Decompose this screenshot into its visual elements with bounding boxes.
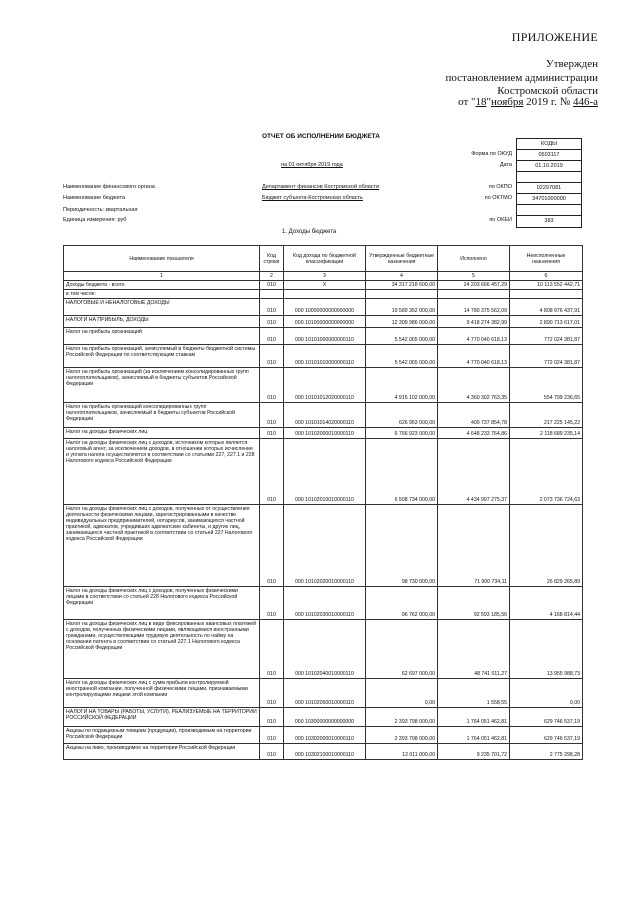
row-name: Налог на прибыль организаций (за исключением консолидированных групп налогоплательщиков), зачисляемый в бюджеты субъектов Российской Федерации	[64, 368, 260, 403]
row-executed: 9 418 274 382,99	[438, 316, 510, 328]
col-header-approved: Утвержденные бюджетные назначения	[366, 246, 438, 272]
row-name: Налог на прибыль организаций консолидированных групп налогоплательщиков, зачисляемый в бюджеты субъектов Российской Федерации	[64, 403, 260, 428]
row-line-code: 010	[260, 505, 284, 587]
row-income-code: 000 10102020010000110	[284, 505, 366, 587]
col-header-name: Наименование показателя	[64, 246, 260, 272]
row-approved: 12 011 000,00	[366, 744, 438, 760]
okud-label: Форма по ОКУД	[471, 151, 512, 157]
row-income-code: 000 10101010000000110	[284, 345, 366, 368]
row-name: НАЛОГИ НА ТОВАРЫ (РАБОТЫ, УСЛУГИ), РЕАЛИЗУЕМЫЕ НА ТЕРРИТОРИИ РОССИЙСКОЙ ФЕДЕРАЦИИ	[64, 708, 260, 727]
table-row	[64, 587, 583, 620]
row-unexecuted: 4 808 976 437,91	[510, 299, 583, 316]
col-number: 1	[64, 272, 260, 281]
blank-cell	[517, 172, 581, 183]
row-unexecuted: 2 118 689 235,14	[510, 428, 583, 439]
row-executed: 4 648 233 764,86	[438, 428, 510, 439]
section-title: 1. Доходы бюджета	[282, 229, 337, 235]
row-line-code: 010	[260, 403, 284, 428]
col-number: 2	[260, 272, 284, 281]
row-name: Налог на доходы физических лиц с доходов, полученных физическими лицами в соответствии со статьей 228 Налогового кодекса Российской Федерации	[64, 587, 260, 620]
row-income-code: 000 10101012020000110	[284, 368, 366, 403]
row-income-code: 000 10102030010000110	[284, 587, 366, 620]
table-row	[64, 428, 583, 439]
codes-box	[516, 138, 582, 228]
row-income-code: X	[284, 281, 366, 290]
row-unexecuted: 217 225 145,22	[510, 403, 583, 428]
header-row	[64, 246, 583, 272]
table-row	[64, 505, 583, 587]
approved-line-1: Утвержден	[545, 58, 598, 70]
row-line-code: 010	[260, 587, 284, 620]
row-approved: 0,00	[366, 679, 438, 708]
row-line-code: 010	[260, 328, 284, 345]
period-label: Периодичность: квартальная	[63, 207, 138, 213]
row-name: Налог на доходы физических лиц с доходов, источником которых является налоговый агент, за исключением доходов, в отношении которых исчисление и уплата налога осуществляются в соответствии со статьями 227, 227.1 и 228 Налогового кодекса Российской Федерации	[64, 439, 260, 505]
row-line-code: 010	[260, 744, 284, 760]
col-header-line-code: Код строки	[260, 246, 284, 272]
col-header-income-code: Код дохода по бюджетной классификации	[284, 246, 366, 272]
table-row	[64, 290, 583, 299]
table-row	[64, 744, 583, 760]
row-unexecuted	[510, 290, 583, 299]
row-executed: 71 900 734,11	[438, 505, 510, 587]
approved-from: от "	[458, 96, 476, 108]
row-executed: 1 764 051 462,81	[438, 708, 510, 727]
row-income-code: 000 10102010010000110	[284, 439, 366, 505]
appendix-label: ПРИЛОЖЕНИЕ	[511, 30, 598, 44]
date-value: 01.10.2019	[517, 161, 581, 172]
table-row	[64, 345, 583, 368]
row-unexecuted: 2 073 736 724,63	[510, 439, 583, 505]
col-header-unexecuted: Неисполненные назначения	[510, 246, 583, 272]
row-line-code: 010	[260, 708, 284, 727]
col-number: 6	[510, 272, 583, 281]
row-executed: 14 780 375 562,09	[438, 299, 510, 316]
row-name: Налог на доходы физических лиц в виде фиксированных авансовых платежей с доходов, полученных физическими лицами, являющимися иностранными гражданами, осуществляющими трудовую деятельность по найму на основании патента в соответствии со статьей 227.1 Налогового кодекса Российской Федерации	[64, 620, 260, 679]
row-unexecuted: 554 799 236,65	[510, 368, 583, 403]
fin-org-value: Департамент финансов Костромской области	[262, 184, 380, 190]
oktmo-label: по ОКТМО	[484, 195, 512, 201]
row-approved: 6 766 923 000,00	[366, 428, 438, 439]
approved-line-3: Костромской области	[497, 85, 598, 97]
row-executed: 92 593 185,56	[438, 587, 510, 620]
fin-org-label: Наименование финансового органа	[63, 184, 155, 190]
approved-month: ноября	[491, 96, 524, 108]
row-executed: 24 203 666 457,29	[438, 281, 510, 290]
table-row	[64, 679, 583, 708]
row-unexecuted: 772 024 381,87	[510, 328, 583, 345]
date-label: Дата	[499, 162, 512, 168]
row-approved	[366, 290, 438, 299]
row-executed	[438, 290, 510, 299]
row-line-code: 010	[260, 368, 284, 403]
unit-label: Единица измерения: руб	[63, 217, 127, 223]
okpo-label: по ОКПО	[488, 184, 512, 190]
row-line-code: 010	[260, 345, 284, 368]
row-line-code: 010	[260, 281, 284, 290]
table-row	[64, 403, 583, 428]
row-income-code: 000 10302100010000110	[284, 744, 366, 760]
row-approved: 6 508 734 000,00	[366, 439, 438, 505]
row-unexecuted: 2 890 713 617,01	[510, 316, 583, 328]
report-date: на 01 октября 2019 года	[281, 162, 343, 168]
table-row	[64, 439, 583, 505]
report-title: ОТЧЕТ ОБ ИСПОЛНЕНИИ БЮДЖЕТА	[262, 133, 380, 140]
row-approved: 98 730 000,00	[366, 505, 438, 587]
approved-day: 18	[475, 96, 487, 108]
row-unexecuted: 26 829 265,89	[510, 505, 583, 587]
oktmo-value: 34701000000	[517, 194, 581, 205]
codes-header: КОДЫ	[517, 139, 581, 150]
row-name: Налог на доходы физических лиц	[64, 428, 260, 439]
table-row	[64, 620, 583, 679]
approved-date-line	[458, 96, 598, 108]
row-approved: 12 309 986 000,00	[366, 316, 438, 328]
row-name: Налог на доходы физических лиц с доходов, полученных от осуществления деятельности физическими лицами, зарегистрированными в качестве индивидуальных предпринимателей, нотариусов, занимающихся частной практикой, адвокатов, учредивших адвокатские кабинеты, и других лиц, занимающихся частной практикой в соответствии со статьей 227 Налогового кодекса Российской Федерации	[64, 505, 260, 587]
blank-cell	[517, 205, 581, 216]
col-number: 5	[438, 272, 510, 281]
table-row	[64, 281, 583, 290]
table-row	[64, 727, 583, 744]
row-unexecuted: 4 168 814,44	[510, 587, 583, 620]
row-approved: 5 542 065 000,00	[366, 328, 438, 345]
income-table	[63, 245, 583, 760]
row-approved: 2 393 798 000,00	[366, 708, 438, 727]
budget-label: Наименование бюджета	[63, 195, 126, 201]
row-approved: 2 393 798 000,00	[366, 727, 438, 744]
row-name: Налог на прибыль организаций, зачисляемый в бюджеты бюджетной системы Российской Федерации по соответствующим ставкам	[64, 345, 260, 368]
okpo-value: 02297081	[517, 183, 581, 194]
row-income-code: 000 10000000000000000	[284, 299, 366, 316]
row-name: в том числе:	[64, 290, 260, 299]
row-name: НАЛОГОВЫЕ И НЕНАЛОГОВЫЕ ДОХОДЫ	[64, 299, 260, 316]
approved-line-2: постановлением администрации	[445, 72, 598, 84]
row-approved: 62 697 000,00	[366, 620, 438, 679]
row-line-code: 010	[260, 299, 284, 316]
table-row	[64, 299, 583, 316]
table-row	[64, 316, 583, 328]
col-number: 3	[284, 272, 366, 281]
budget-value: Бюджет субъекта-Костромская область	[262, 195, 363, 201]
row-unexecuted: 10 113 552 442,71	[510, 281, 583, 290]
col-number-row	[64, 272, 583, 281]
row-line-code: 010	[260, 620, 284, 679]
row-name: НАЛОГИ НА ПРИБЫЛЬ, ДОХОДЫ	[64, 316, 260, 328]
row-line-code: 010	[260, 727, 284, 744]
row-name: Акцизы по подакцизным товарам (продукции), производимым на территории Российской Федерации	[64, 727, 260, 744]
row-unexecuted: 629 746 537,19	[510, 708, 583, 727]
row-executed: 409 737 854,78	[438, 403, 510, 428]
row-executed: 1 764 051 462,81	[438, 727, 510, 744]
approved-quote: "	[486, 96, 492, 108]
approved-number: 446-а	[572, 96, 598, 108]
okei-label: по ОКЕИ	[489, 217, 512, 223]
col-number: 4	[366, 272, 438, 281]
row-executed: 1 558,55	[438, 679, 510, 708]
row-name: Акцизы на пиво, производимое на территории Российской Федерации	[64, 744, 260, 760]
row-line-code: 010	[260, 428, 284, 439]
row-executed: 9 235 701,72	[438, 744, 510, 760]
table-row	[64, 328, 583, 345]
row-income-code: 000 10100000000000000	[284, 316, 366, 328]
row-executed: 4 360 302 763,35	[438, 368, 510, 403]
row-income-code: 000 10300000000000000	[284, 708, 366, 727]
row-line-code: 010	[260, 316, 284, 328]
row-name: Доходы бюджета - всего	[64, 281, 260, 290]
table-body	[64, 281, 583, 760]
row-line-code	[260, 290, 284, 299]
row-unexecuted: 13 955 988,73	[510, 620, 583, 679]
row-executed: 4 770 040 618,13	[438, 345, 510, 368]
okei-value: 383	[544, 218, 554, 224]
row-executed: 4 770 040 618,13	[438, 328, 510, 345]
row-executed: 4 434 997 275,37	[438, 439, 510, 505]
col-header-executed: Исполнено	[438, 246, 510, 272]
row-name: Налог на доходы физических лиц с сумм прибыли контролируемой иностранной компании, полученной физическими лицами, признаваемыми контролирующими лицами этой компании	[64, 679, 260, 708]
row-name: Налог на прибыль организаций	[64, 328, 260, 345]
row-approved: 19 589 352 000,00	[366, 299, 438, 316]
row-income-code: 000 10302000010000110	[284, 727, 366, 744]
approved-year: 2019 г. №	[523, 96, 573, 108]
row-approved: 34 317 218 600,00	[366, 281, 438, 290]
row-approved: 5 542 065 000,00	[366, 345, 438, 368]
okud-value: 0503117	[517, 150, 581, 161]
row-income-code: 000 10102000010000110	[284, 428, 366, 439]
row-approved: 626 963 000,00	[366, 403, 438, 428]
row-unexecuted: 772 024 381,87	[510, 345, 583, 368]
row-unexecuted: 2 775 298,28	[510, 744, 583, 760]
row-unexecuted: 629 746 537,19	[510, 727, 583, 744]
table-row	[64, 368, 583, 403]
row-income-code: 000 10102040010000110	[284, 620, 366, 679]
row-income-code: 000 10102050010000110	[284, 679, 366, 708]
row-approved: 96 762 000,00	[366, 587, 438, 620]
row-income-code	[284, 290, 366, 299]
row-executed: 48 741 011,27	[438, 620, 510, 679]
row-line-code: 010	[260, 679, 284, 708]
row-unexecuted: 0,00	[510, 679, 583, 708]
table-row	[64, 708, 583, 727]
row-line-code: 010	[260, 439, 284, 505]
row-income-code: 000 10101014020000110	[284, 403, 366, 428]
row-income-code: 000 10101000000000110	[284, 328, 366, 345]
row-approved: 4 915 102 000,00	[366, 368, 438, 403]
